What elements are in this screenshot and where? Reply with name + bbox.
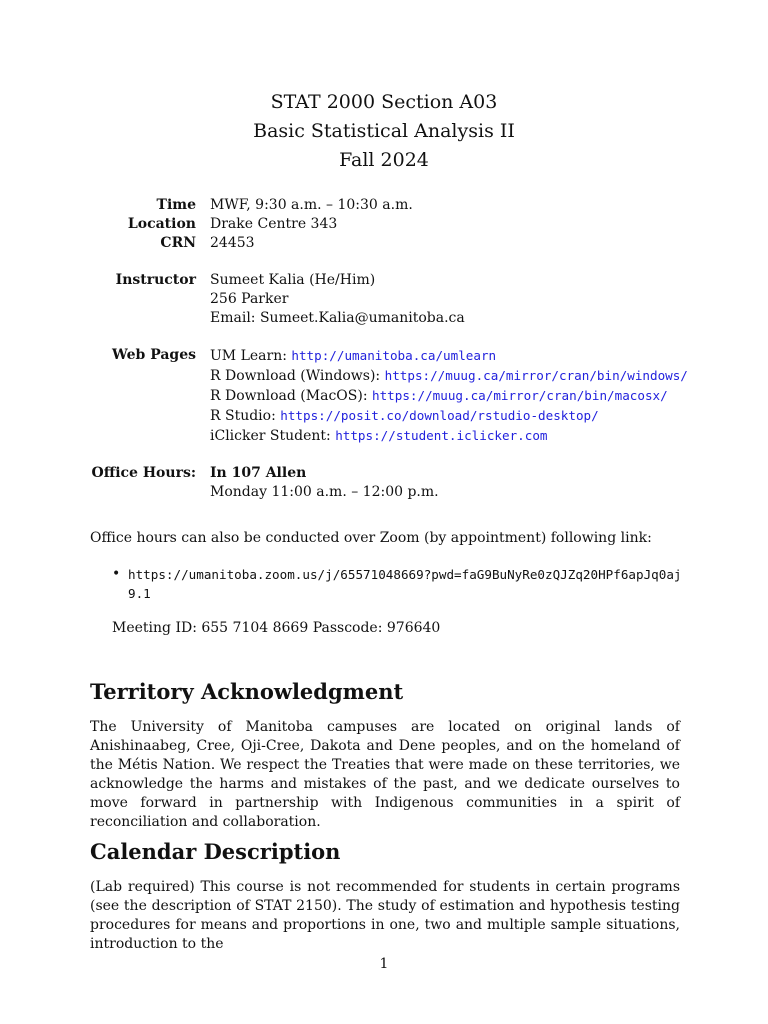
territory-heading: Territory Acknowledgment [90, 679, 404, 704]
location-label: Location [127, 216, 196, 232]
zoom-link[interactable]: https://umanitoba.zoom.us/j/65571048669?pwd=faG9BuNyRe0zQJZq20HPf6apJq0aj9.1 [128, 567, 682, 601]
web-pages-group [90, 346, 710, 446]
web-page-item-r-macos [210, 386, 710, 406]
schedule-group [90, 196, 710, 253]
instructor-office: 256 Parker [210, 291, 289, 307]
web-pages-label: Web Pages [112, 347, 196, 363]
course-info-table [90, 196, 710, 520]
rstudio-link[interactable]: https://posit.co/download/rstudio-desktop/ [280, 408, 599, 423]
web-page-prefix: R Download (MacOS): [210, 388, 372, 404]
office-hours-location: In 107 Allen [210, 465, 307, 481]
crn-value: 24453 [210, 235, 255, 251]
calendar-text: (Lab required) This course is not recommended for students in certain programs (see the description of STAT 2150). The study of estimation and hypothesis testing procedures for means and proportions in one, two and multiple sample situations, introduction to the [90, 879, 680, 952]
web-page-item-umlearn [210, 346, 710, 366]
office-hours-group [90, 464, 710, 502]
office-hours-details [210, 464, 710, 502]
time-label: Time [156, 197, 196, 213]
office-hours-label: Office Hours: [91, 465, 196, 481]
web-page-prefix: iClicker Student: [210, 428, 336, 444]
web-page-item-rstudio [210, 406, 710, 426]
web-page-prefix: UM Learn: [210, 348, 292, 364]
zoom-meeting-info: Meeting ID: 655 7104 8669 Passcode: 976640 [112, 620, 441, 636]
r-windows-link[interactable]: https://muug.ca/mirror/cran/bin/windows/ [384, 368, 688, 383]
instructor-email: Email: Sumeet.Kalia@umanitoba.ca [210, 310, 465, 326]
course-header [0, 88, 768, 175]
web-page-item-iclicker [210, 426, 710, 446]
time-value: MWF, 9:30 a.m. – 10:30 a.m. [210, 197, 413, 213]
umlearn-link[interactable]: http://umanitoba.ca/umlearn [291, 348, 497, 363]
web-pages-list [210, 346, 710, 446]
instructor-group [90, 271, 710, 328]
course-name-title: Basic Statistical Analysis II [253, 120, 515, 142]
territory-text: The University of Manitoba campuses are located on original lands of Anishinaabeg, Cree, Oji-Cree, Dakota and Dene peoples, and on the homeland of the Métis Nation. We respect the Treaties that were made on these territories, we acknowledge the harms and mistakes of the past, and we dedicate ourselves to move forward in partnership with Indigenous communities in a spirit of reconciliation and collaboration. [90, 719, 680, 830]
zoom-link-item [112, 565, 682, 603]
iclicker-link[interactable]: https://student.iclicker.com [335, 428, 548, 443]
bullet-icon: • [112, 566, 121, 582]
r-macos-link[interactable]: https://muug.ca/mirror/cran/bin/macosx/ [372, 388, 668, 403]
page-number: 1 [379, 956, 389, 972]
calendar-heading: Calendar Description [90, 839, 341, 864]
location-value: Drake Centre 343 [210, 216, 338, 232]
term-title: Fall 2024 [339, 149, 429, 171]
instructor-details [210, 271, 710, 328]
instructor-name: Sumeet Kalia (He/Him) [210, 272, 376, 288]
web-page-prefix: R Download (Windows): [210, 368, 385, 384]
web-page-prefix: R Studio: [210, 408, 281, 424]
zoom-intro: Office hours can also be conducted over Zoom (by appointment) following link: [90, 530, 652, 546]
office-hours-time: Monday 11:00 a.m. – 12:00 p.m. [210, 484, 439, 500]
instructor-label: Instructor [115, 272, 196, 288]
zoom-link-list [112, 565, 682, 603]
web-page-item-r-windows [210, 366, 710, 386]
crn-label: CRN [160, 235, 196, 251]
course-code-title: STAT 2000 Section A03 [270, 91, 498, 113]
